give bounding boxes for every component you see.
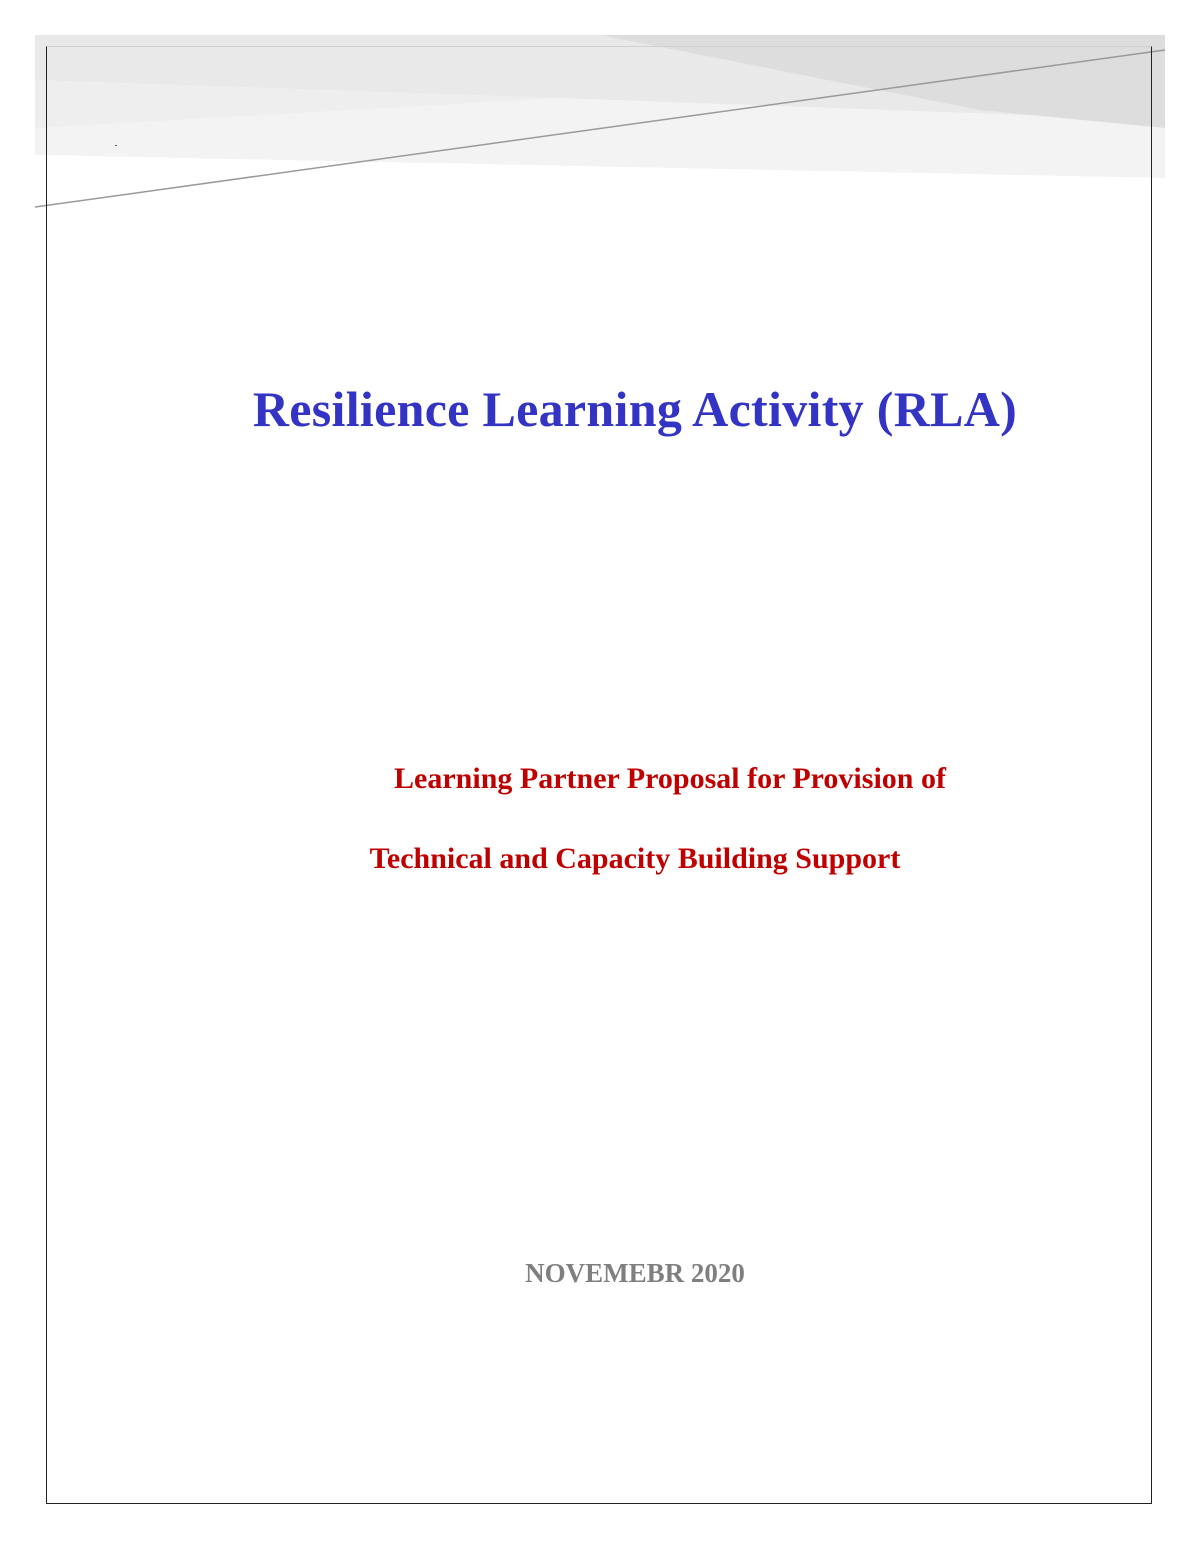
document-title: Resilience Learning Activity (RLA) [252,381,1018,437]
document-date: NOVEMEBR 2020 [525,1258,745,1288]
stray-mark [115,145,117,146]
subtitle-line-1: Learning Partner Proposal for Provision of [394,762,946,795]
subtitle-line-2: Technical and Capacity Building Support [369,842,901,875]
